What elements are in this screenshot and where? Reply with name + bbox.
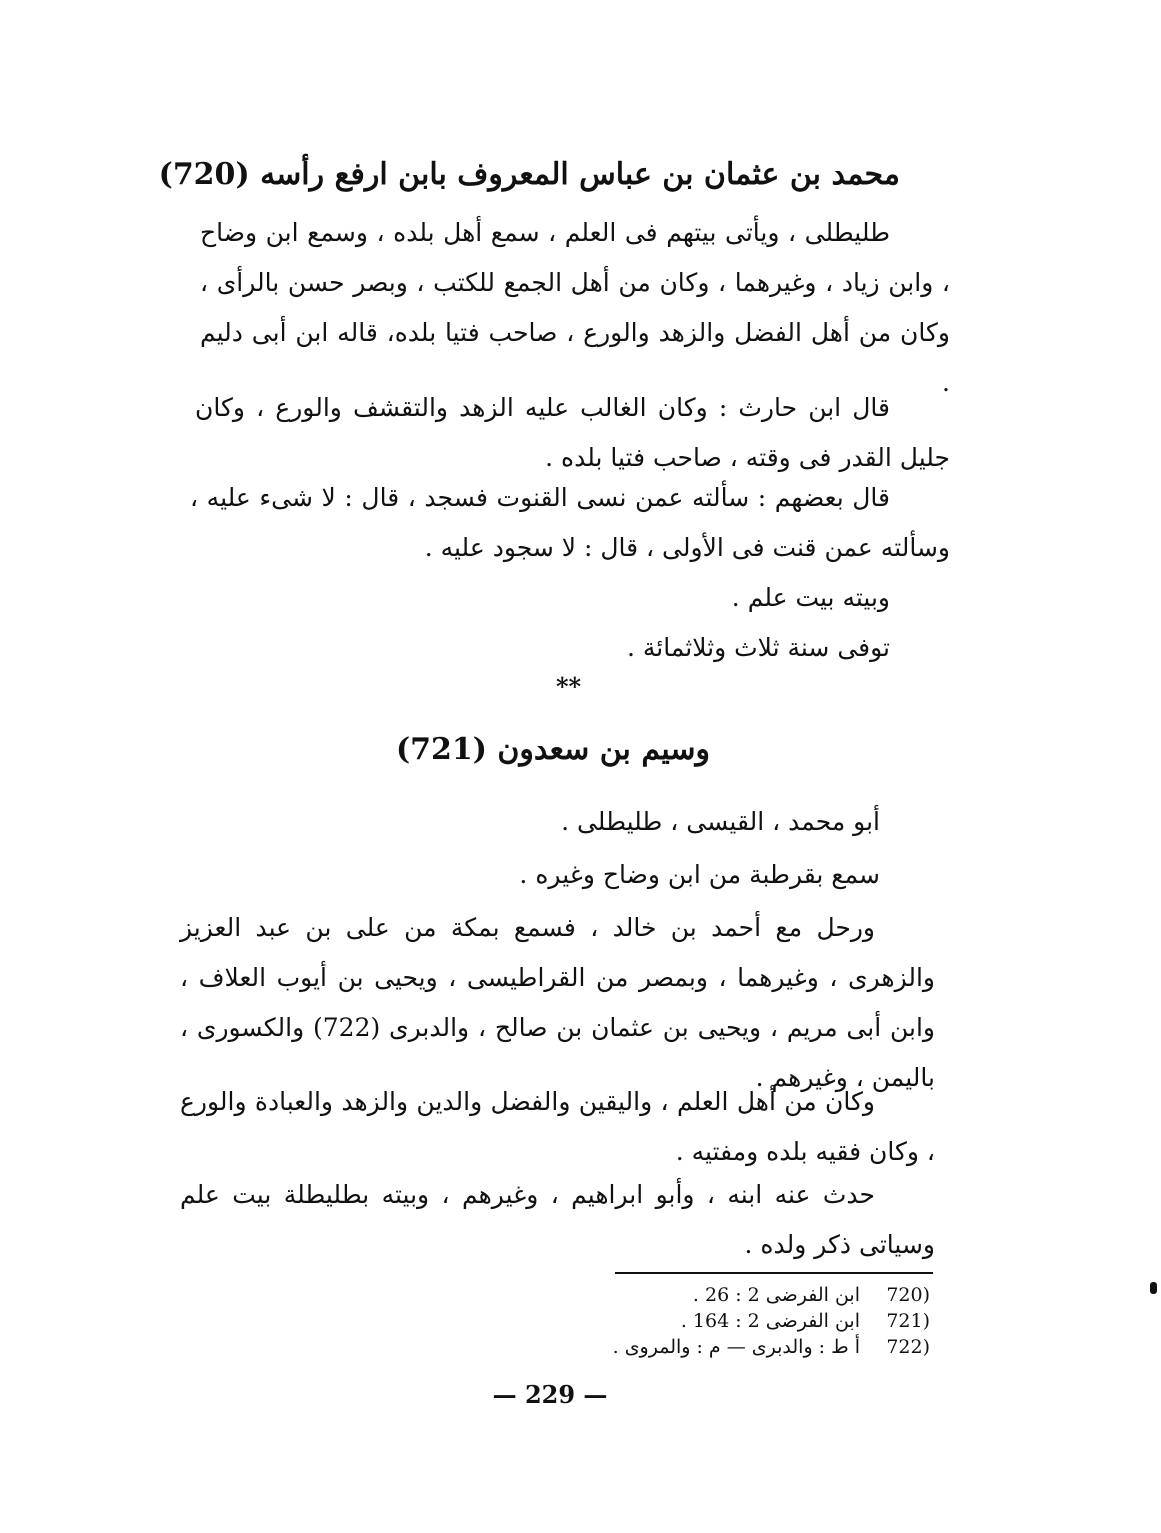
- footnote: [520, 1308, 930, 1334]
- entry-721-paragraph-3: ورحل مع أحمد بن خالد ، فسمع بمكة من على بن عبد العزيز والزهرى ، وغيرهما ، وبمصر من القراطيسى ، ويحيى بن أيوب العلاف ، وابن أبى مريم ، ويحيى بن عثمان بن صالح ، والدبرى (722) والكسورى ، باليمن ، وغيرهم .: [180, 913, 936, 1092]
- footnote-number: 722): [886, 1336, 930, 1358]
- ink-speck: [1150, 1282, 1157, 1294]
- footnote-number: 720): [886, 1284, 930, 1306]
- entry-720-paragraph-1: طليطلى ، ويأتى بيتهم فى العلم ، سمع أهل بلده ، وسمع ابن وضاح ، وابن زياد ، وغيرهما ، وكان من أهل الجمع للكتب ، وبصر حسن بالرأى ، وكان من أهل الفضل والزهد والورع ، صاحب فتيا بلده، قاله ابن أبى دليم .: [200, 218, 950, 397]
- footnotes: [520, 1282, 930, 1360]
- footnote-text: ابن الفرضى 2 : 164 .: [680, 1310, 860, 1332]
- footnote-number: 721): [886, 1310, 930, 1332]
- entry-720-paragraph-4: وبيته بيت علم .: [731, 583, 890, 612]
- entry-720-paragraph-3: قال بعضهم : سألته عمن نسى القنوت فسجد ، قال : لا شىء عليه ، وسألته عمن قنت فى الأولى ، قال : لا سجود عليه .: [190, 483, 950, 562]
- footnote-text: أ ط : والدبرى — م : والمروى .: [612, 1336, 860, 1358]
- entry-720-paragraph-5: توفى سنة ثلاث وثلاثمائة .: [626, 633, 890, 662]
- section-separator: **: [556, 672, 582, 701]
- entry-721-heading: وسيم بن سعدون (721): [395, 732, 710, 767]
- entry-721-paragraph-5: حدث عنه ابنه ، وأبو ابراهيم ، وغيرهم ، وبيته بطليطلة بيت علم وسياتى ذكر ولده .: [180, 1180, 935, 1259]
- entry-720-paragraph-2: قال ابن حارث : وكان الغالب عليه الزهد والتقشف والورع ، وكان جليل القدر فى وقته ، صاحب فتيا بلده .: [195, 393, 950, 472]
- footnote: [520, 1334, 930, 1360]
- footnote-divider: [615, 1272, 933, 1274]
- entry-721-paragraph-2: سمع بقرطبة من ابن وضاح وغيره .: [519, 860, 880, 889]
- page-number: — 229 —: [492, 1380, 608, 1409]
- footnote: [520, 1282, 930, 1308]
- entry-720-heading: محمد بن عثمان بن عباس المعروف بابن ارفع رأسه (720): [158, 157, 900, 192]
- entry-721-paragraph-1: أبو محمد ، القيسى ، طليطلى .: [561, 807, 880, 836]
- footnote-text: ابن الفرضى 2 : 26 .: [692, 1284, 860, 1306]
- entry-721-paragraph-4: وكان من أهل العلم ، واليقين والفضل والدين والزهد والعبادة والورع ، وكان فقيه بلده ومفتيه .: [180, 1087, 935, 1166]
